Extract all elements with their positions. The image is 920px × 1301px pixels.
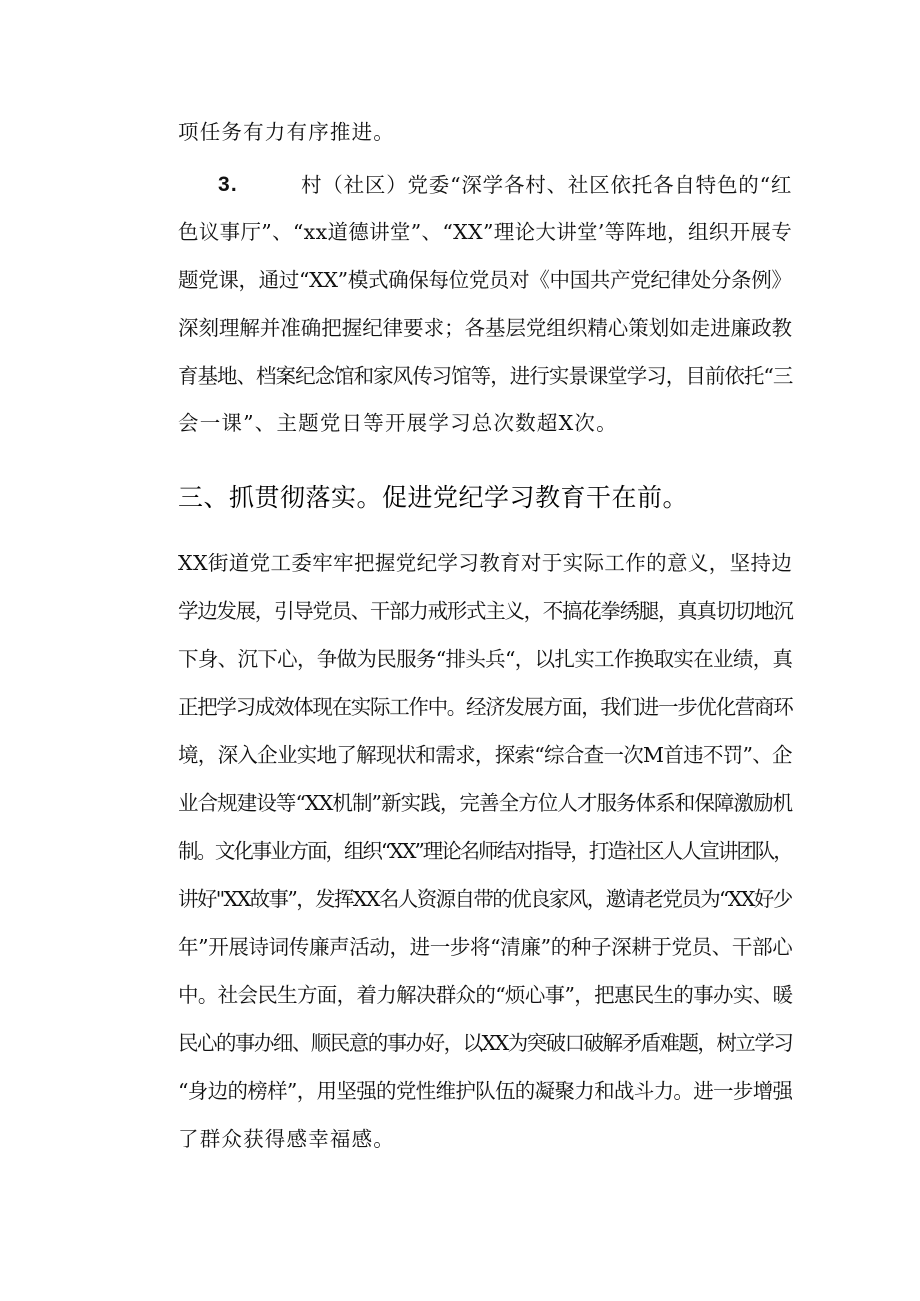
body-line-3: 下身、沉下心，争做为民服务“排头兵“，以扎实工作换取实在业绩，真 (178, 647, 793, 671)
item3-line-6: 会一课”、主题党日等开展学习总次数超X次。 (178, 411, 618, 435)
body-line-12: “身边的榜样”，用坚强的党性维护队伍的凝聚力和战斗力。进一步增强 (178, 1079, 793, 1103)
body-line-7: 制。文化事业方面，组织“XX”理论名师结对指导，打造社区人人宣讲团队， (178, 839, 792, 863)
body-line-4: 正把学习成效体现在实际工作中。经济发展方面，我们进一步优化营商环 (178, 695, 793, 719)
body-line-2: 学边发展，引导党员、干部力戒形式主义，不搞花拳绣腿，真真切切地沉 (178, 599, 793, 623)
section-heading: 三、抓贯彻落实。促进党纪学习教育干在前。 (178, 483, 689, 512)
item3-line-2: 色议事厅”、“xx道德讲堂”、“XX”理论大讲堂’等阵地，组织开展专 (178, 220, 793, 244)
item-number: 3. (218, 173, 238, 196)
prev-item-tail: 项任务有力有序推进。 (178, 120, 395, 144)
item3-line-4: 深刻理解并准确把握纪律要求；各基层党组织精心策划如走进廉政教 (178, 316, 792, 340)
body-line-10: 中。社会民生方面，着力解决群众的“烦心事”，把惠民生的事办实、暖 (178, 983, 793, 1007)
body-line-9: 年”开展诗词传廉声活动，进一步将“清廉”的种子深耕于党员、干部心 (178, 935, 793, 959)
item3-line-5: 育基地、档案纪念馆和家风传习馆等，进行实景课堂学习，目前依托“三 (178, 364, 793, 388)
item3-line-1: 村（社区）党委“深学各村、社区依托各自特色的“红 (301, 173, 793, 197)
body-line-1: XX街道党工委牢牢把握党纪学习教育对于实际工作的意义，坚持边 (178, 551, 793, 575)
item3-line-3: 题党课，通过“XX”模式确保每位党员对《中国共产党纪律处分条例》 (178, 268, 792, 292)
body-line-11: 民心的事办细、顺民意的事办好，以XX为突破口破解矛盾难题，树立学习 (178, 1031, 793, 1055)
body-line-6: 业合规建设等“XX机制”新实践，完善全方位人才服务体系和保障激励机 (178, 791, 793, 815)
body-line-8: 讲好"XX故事”，发挥XX名人资源自带的优良家风，邀请老党员为“XX好少 (178, 887, 792, 911)
body-line-13: 了群众获得感幸福感。 (178, 1127, 395, 1151)
body-line-5: 境，深入企业实地了解现状和需求，探索“综合查一次M首违不罚”、企 (178, 743, 792, 767)
